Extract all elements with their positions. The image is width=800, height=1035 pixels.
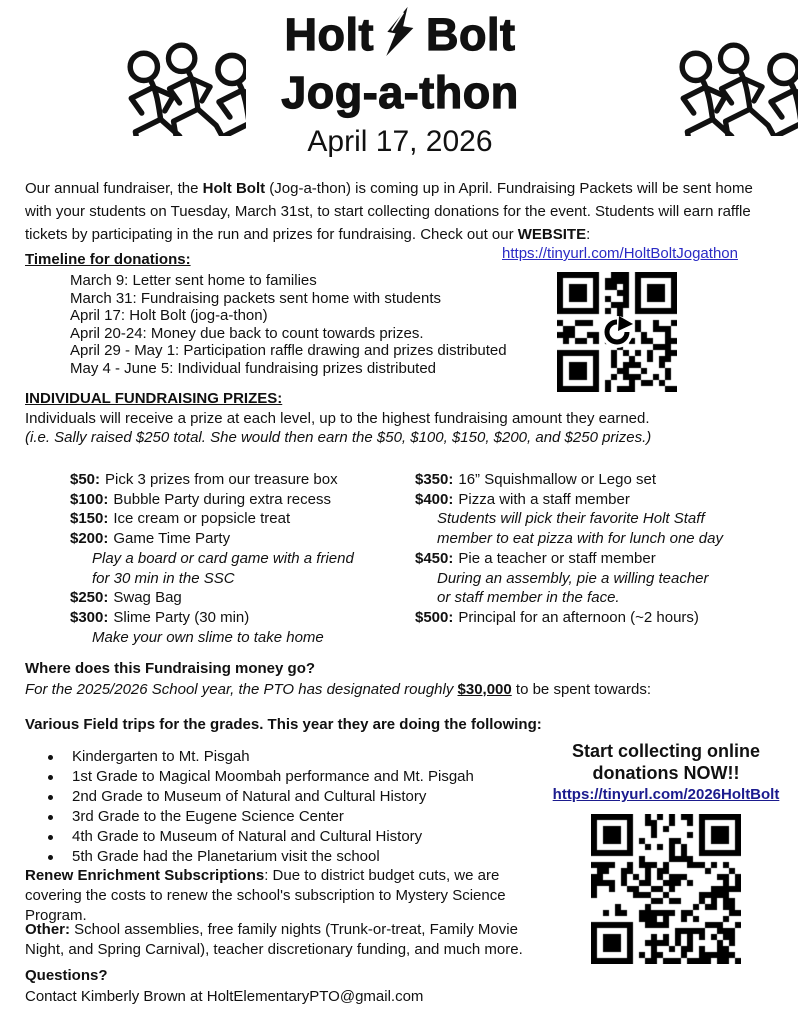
page-title — [0, 10, 800, 58]
prize-note: During an assembly, pie a willing teacher — [437, 569, 709, 587]
list-item — [48, 767, 474, 787]
prize-item — [415, 470, 785, 490]
prize-item — [70, 588, 410, 608]
list-item — [48, 787, 474, 807]
prize-text: Game Time Party — [113, 530, 231, 548]
qr-code-donations-canvas — [591, 814, 741, 964]
intro-text: Our annual fundraiser, the — [25, 180, 203, 197]
list-item — [48, 807, 474, 827]
fieldtrip-text: 1st Grade to Magical Moombah performance and Mt. Pisgah — [72, 768, 474, 785]
prizes-heading: INDIVIDUAL FUNDRAISING PRIZES: — [25, 390, 283, 407]
bullet-icon — [48, 815, 53, 820]
website-link[interactable]: https://tinyurl.com/HoltBoltJogathon — [502, 245, 738, 262]
circular-arrow-icon — [600, 315, 634, 349]
money-heading: Where does this Fundraising money go? — [25, 660, 316, 677]
fieldtrips-list — [48, 747, 474, 867]
title-word-bolt: Bolt — [426, 8, 516, 60]
list-item — [48, 747, 474, 767]
prize-item — [70, 529, 410, 549]
prize-text: Slime Party (30 min) — [113, 608, 250, 626]
prize-amount: $250: — [70, 589, 109, 607]
prize-note: Make your own slime to take home — [92, 628, 324, 646]
timeline-heading: Timeline for donations: — [25, 251, 191, 268]
prize-text: Pizza with a staff member — [458, 490, 630, 508]
prize-text: Principal for an afternoon (~2 hours) — [458, 608, 699, 626]
fieldtrips-heading: Various Field trips for the grades. This year they are doing the following: — [25, 716, 542, 733]
intro-text: (Jog-a-thon) is coming up in April. Fundraising Packets will be sent home with your students on Tuesday, March 31st, to start collecting donations for the event. Students will earn raffle tickets by participating in the run and prizes for fundraising. Check out our — [25, 180, 753, 243]
prize-amount: $150: — [70, 510, 109, 528]
title-word-holt: Holt — [284, 8, 374, 60]
money-amount: $30,000 — [457, 681, 512, 698]
prize-item — [70, 470, 410, 490]
prize-note: Play a board or card game with a friend — [92, 549, 354, 567]
fieldtrip-text: Kindergarten to Mt. Pisgah — [72, 748, 250, 765]
fieldtrip-text: 4th Grade to Museum of Natural and Cultural History — [72, 828, 423, 845]
renew-text: : Due to district budget cuts, we are covering the costs to renew the school's subscription to Mystery Science Program. — [25, 867, 506, 924]
prize-item — [415, 608, 785, 628]
prize-text: Ice cream or popsicle treat — [113, 510, 291, 528]
prize-item — [415, 490, 785, 510]
prizes-example: (i.e. Sally raised $250 total. She would then earn the $50, $100, $150, $200, and $250 prizes.) — [25, 429, 652, 446]
money-line — [25, 681, 765, 698]
prizes-left-column — [70, 470, 410, 647]
timeline-item: April 20-24: Money due back to count towards prizes. — [70, 324, 424, 342]
bullet-icon — [48, 775, 53, 780]
donate-callout — [538, 740, 794, 969]
bullet-icon — [48, 835, 53, 840]
donations-link[interactable]: https://tinyurl.com/2026HoltBolt — [552, 786, 780, 803]
intro-bold-holt-bolt: Holt Bolt — [202, 180, 266, 197]
renew-bold: Renew Enrichment Subscriptions — [25, 867, 265, 884]
bullet-icon — [48, 855, 53, 860]
money-text: to be spent towards: — [511, 681, 651, 698]
prize-amount: $350: — [415, 471, 454, 488]
renew-paragraph — [25, 866, 541, 926]
prize-amount: $400: — [415, 490, 454, 508]
intro-bold-website: WEBSITE — [517, 226, 587, 243]
prize-text: Bubble Party during extra recess — [113, 490, 331, 508]
prize-text: Pie a teacher or staff member — [458, 549, 656, 567]
bullet-icon — [48, 795, 53, 800]
donate-heading-line2: donations NOW!! — [592, 763, 740, 783]
prize-item — [70, 490, 410, 510]
donate-heading-line1: Start collecting online — [571, 741, 761, 761]
prize-item — [415, 549, 785, 569]
prize-text: Pick 3 prizes from our treasure box — [105, 471, 338, 488]
prize-note: member to eat pizza with for lunch one day — [437, 530, 723, 548]
qr-code-donations — [538, 814, 794, 969]
fieldtrip-text: 3rd Grade to the Eugene Science Center — [72, 808, 344, 825]
prize-amount: $50: — [70, 471, 101, 488]
timeline-item: March 31: Fundraising packets sent home with students — [70, 289, 442, 307]
prize-amount: $100: — [70, 490, 109, 508]
timeline-list — [70, 272, 507, 377]
questions-heading: Questions? — [25, 967, 108, 984]
fieldtrip-text: 2nd Grade to Museum of Natural and Cultural History — [72, 788, 427, 805]
bullet-icon — [48, 755, 53, 760]
list-item — [48, 827, 474, 847]
qr-code-website — [557, 272, 677, 392]
prize-note: for 30 min in the SSC — [92, 569, 235, 587]
contact-line: Contact Kimberly Brown at HoltElementaryPTO@gmail.com — [25, 988, 424, 1005]
lightning-bolt-icon — [382, 4, 419, 60]
prize-amount: $200: — [70, 530, 109, 548]
fieldtrip-text: 5th Grade had the Planetarium visit the school — [72, 848, 380, 865]
prize-text: Swag Bag — [113, 589, 182, 607]
prize-item — [70, 509, 410, 529]
timeline-item: May 4 - June 5: Individual fundraising prizes distributed — [70, 359, 437, 377]
timeline-item: March 9: Letter sent home to families — [70, 272, 317, 289]
other-bold: Other: — [25, 921, 70, 938]
prize-amount: $450: — [415, 549, 454, 567]
prize-note: Students will pick their favorite Holt Staff — [437, 510, 705, 528]
prize-text: 16” Squishmallow or Lego set — [458, 471, 656, 488]
list-item — [48, 847, 474, 867]
event-date: April 17, 2026 — [307, 125, 493, 158]
timeline-item: April 17: Holt Bolt (jog-a-thon) — [70, 307, 268, 324]
intro-text: : — [586, 226, 591, 243]
prize-note: or staff member in the face. — [437, 589, 620, 607]
prize-item — [70, 608, 410, 628]
prizes-subheading: Individuals will receive a prize at each level, up to the highest fundraising amount they earned. — [25, 410, 650, 427]
page-title-line2: Jog-a-thon — [281, 67, 519, 118]
other-paragraph — [25, 920, 541, 960]
intro-paragraph — [25, 177, 777, 246]
timeline-item: April 29 - May 1: Participation raffle drawing and prizes distributed — [70, 342, 507, 359]
prize-amount: $500: — [415, 608, 454, 626]
money-text: For the 2025/2026 School year, the PTO has designated roughly — [25, 681, 458, 698]
prizes-right-column — [415, 470, 785, 628]
other-text: School assemblies, free family nights (Trunk-or-treat, Family Movie Night, and Spring Carnival), teacher discretionary funding, and much more. — [25, 921, 523, 958]
prize-amount: $300: — [70, 608, 109, 626]
